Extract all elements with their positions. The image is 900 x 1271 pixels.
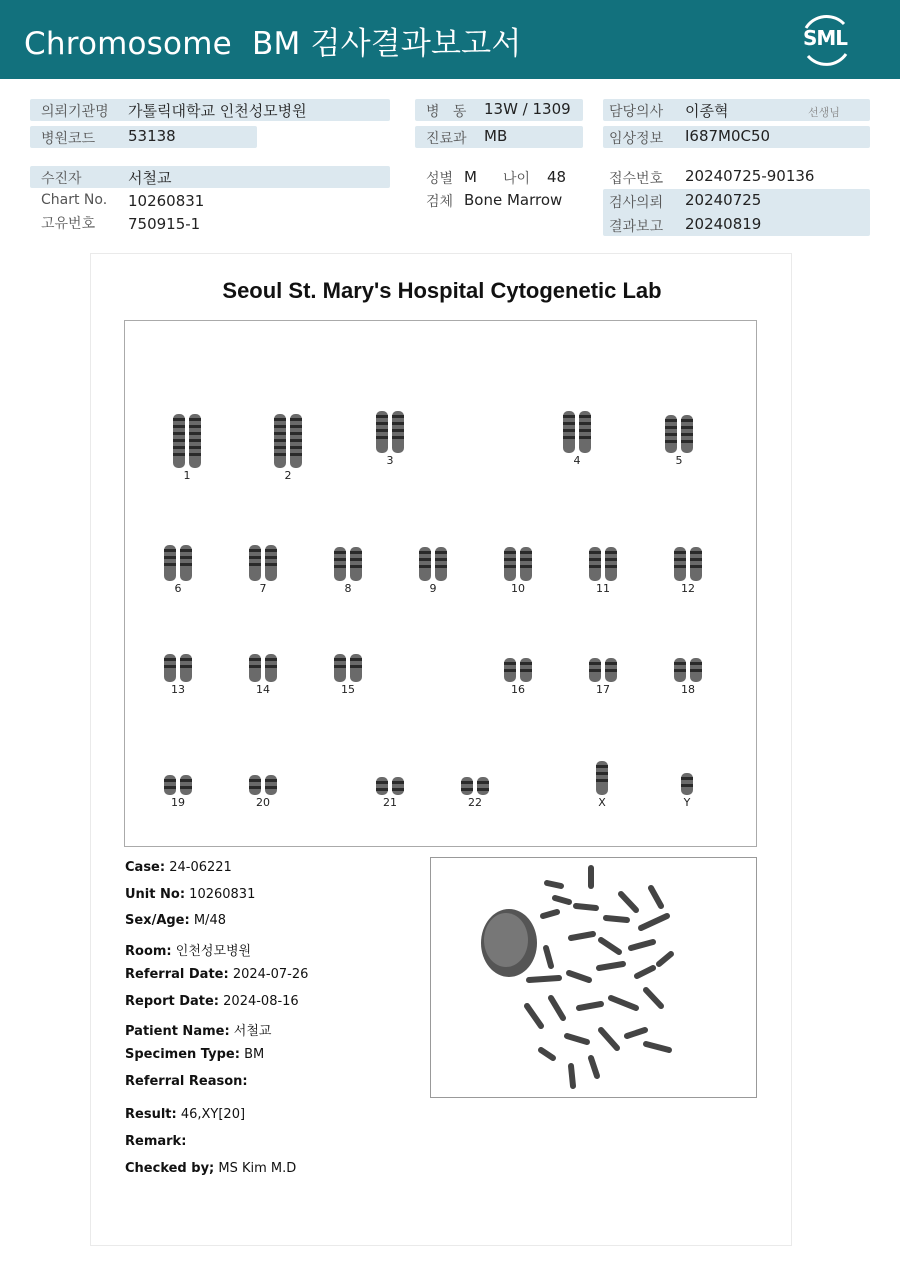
chromosome-label-18: 18 [681, 683, 695, 696]
chromosome-label-11: 11 [596, 582, 610, 595]
report-field-value: MS Kim M.D [218, 1161, 297, 1176]
report-field-label: Remark: [125, 1134, 187, 1149]
chromosome-label-X: X [598, 796, 606, 809]
report-field-value: 24-06221 [169, 860, 232, 875]
ward-value: 13W / 1309 [484, 100, 571, 118]
metaphase-spread-icon [431, 858, 757, 1098]
uid-value: 750915-1 [128, 215, 201, 233]
chromosome-label-12: 12 [681, 582, 695, 595]
clinical-value: I687M0C50 [685, 127, 771, 145]
chromosome-label-13: 13 [171, 683, 185, 696]
chromosome-label-19: 19 [171, 796, 185, 809]
report-field-label: Referral Reason: [125, 1074, 248, 1089]
report-field [125, 1047, 264, 1062]
chromosome-label-4: 4 [573, 454, 581, 467]
report-date-value: 20240819 [685, 215, 762, 233]
report-field [125, 1161, 296, 1176]
chromosome-label-1: 1 [183, 469, 191, 482]
request-value: 20240725 [685, 191, 762, 209]
karyogram-panel [124, 320, 757, 847]
hospital-code-label: 병원코드 [41, 131, 96, 147]
report-field-label: Specimen Type: [125, 1047, 240, 1062]
chromosome-label-16: 16 [511, 683, 525, 696]
report-field-value: 10260831 [189, 887, 256, 902]
report-field-value: 2024-07-26 [232, 967, 309, 982]
report-field-label: Unit No: [125, 887, 186, 902]
report-field [125, 994, 299, 1009]
report-header [0, 0, 900, 79]
patient-label: 수진자 [41, 171, 82, 187]
dept-value: MB [484, 127, 508, 145]
report-field-value: 인천성모병원 [175, 944, 252, 959]
report-title: Chromosome BM 검사결과보고서 [24, 26, 522, 62]
receipt-label: 접수번호 [609, 171, 664, 187]
doctor-suffix: 선생님 [808, 106, 840, 119]
report-field-label: Sex/Age: [125, 913, 190, 928]
hospital-code-value: 53138 [128, 127, 176, 145]
report-date-label: 결과보고 [609, 219, 664, 235]
institution-label: 의뢰기관명 [41, 104, 109, 120]
report-field [125, 1074, 248, 1089]
report-field [125, 967, 308, 982]
chromosome-label-3: 3 [386, 454, 394, 467]
chromosome-label-20: 20 [256, 796, 270, 809]
age-value: 48 [547, 168, 567, 186]
patient-row [30, 166, 390, 188]
chromosome-label-7: 7 [259, 582, 267, 595]
sex-value: M [464, 168, 477, 186]
report-field-label: Report Date: [125, 994, 220, 1009]
chromosome-label-10: 10 [511, 582, 525, 595]
sml-logo-text: SML [803, 26, 848, 50]
doctor-value: 이종혁 [685, 102, 729, 120]
chromosome-label-8: 8 [344, 582, 352, 595]
age-label: 나이 [503, 171, 531, 187]
patient-value: 서철교 [128, 169, 172, 187]
chromosome-label-5: 5 [675, 454, 683, 467]
sex-label: 성별 [426, 171, 454, 187]
report-field-value: 서철교 [233, 1024, 272, 1039]
report-field-value: 46,XY[20] [180, 1107, 246, 1122]
chromosome-label-9: 9 [429, 582, 437, 595]
clinical-label: 임상정보 [609, 131, 664, 147]
chromosome-label-22: 22 [468, 796, 482, 809]
chromosome-label-Y: Y [683, 796, 691, 809]
doctor-label: 담당의사 [609, 104, 664, 120]
chart-label: Chart No. [41, 192, 108, 208]
request-label: 검사의뢰 [609, 195, 664, 211]
chromosome-label-14: 14 [256, 683, 270, 696]
report-field-label: Patient Name: [125, 1024, 230, 1039]
chromosome-label-2: 2 [284, 469, 292, 482]
report-field-label: Room: [125, 944, 172, 959]
dept-label: 진료과 [426, 131, 467, 147]
specimen-label: 검체 [426, 194, 454, 210]
metaphase-image [430, 857, 757, 1098]
report-field-value: BM [244, 1047, 265, 1062]
chromosome-label-17: 17 [596, 683, 610, 696]
report-field [125, 1020, 271, 1039]
uid-label: 고유번호 [41, 216, 96, 232]
receipt-value: 20240725-90136 [685, 167, 815, 185]
report-field-label: Referral Date: [125, 967, 229, 982]
chromosome-label-21: 21 [383, 796, 397, 809]
chart-value: 10260831 [128, 192, 205, 210]
ward-label: 병 동 [426, 104, 467, 120]
report-field-label: Case: [125, 860, 166, 875]
report-field [125, 860, 232, 875]
institution-value: 가톨릭대학교 인천성모병원 [128, 102, 307, 120]
report-field [125, 887, 255, 902]
chromosome-label-15: 15 [341, 683, 355, 696]
chromosome-label-6: 6 [174, 582, 182, 595]
lab-title: Seoul St. Mary's Hospital Cytogenetic Lab [222, 278, 662, 303]
report-field-label: Result: [125, 1107, 177, 1122]
report-field [125, 940, 251, 959]
report-field-label: Checked by; [125, 1161, 215, 1176]
report-field-value: M/48 [193, 913, 226, 928]
specimen-value: Bone Marrow [464, 191, 563, 209]
report-field [125, 913, 226, 928]
report-field [125, 1134, 186, 1149]
report-field-value: 2024-08-16 [223, 994, 299, 1009]
report-field [125, 1107, 245, 1122]
